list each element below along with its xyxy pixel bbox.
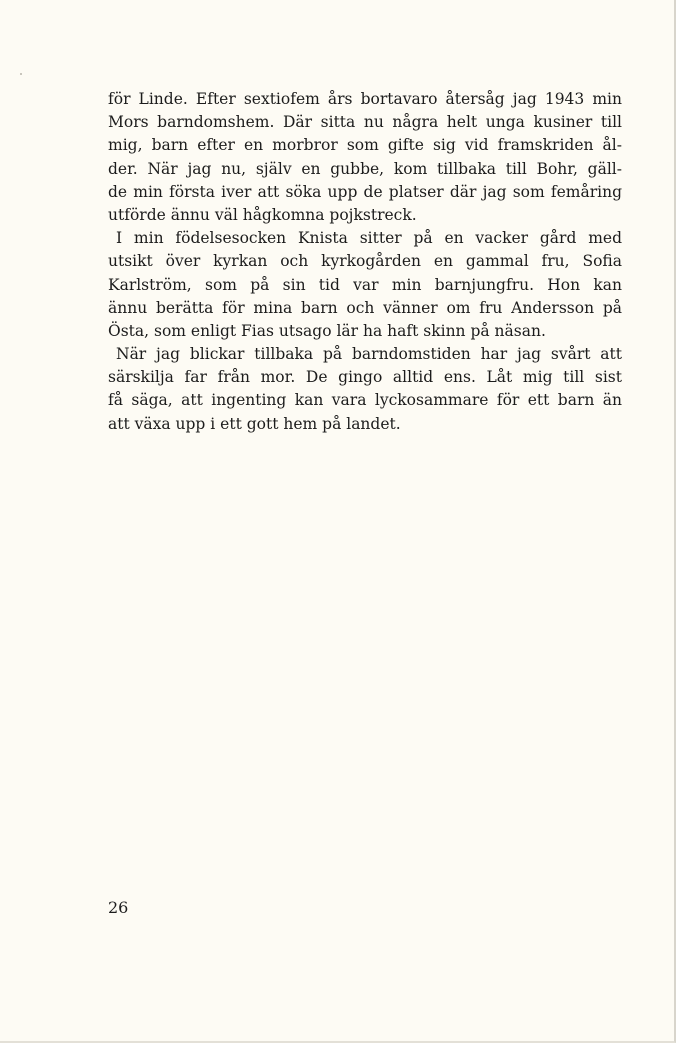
text-line: mig, barn efter en morbror som gifte sig vid framskriden ål-	[108, 136, 622, 155]
text-line: Karlström, som på sin tid var min barnjungfru. Hon kan	[108, 275, 622, 294]
text-line: få säga, att ingenting kan vara lyckosammare för ett barn än	[108, 391, 622, 410]
paper-speck	[20, 73, 22, 75]
text-line: Mors barndomshem. Där sitta nu några helt unga kusiner till	[108, 113, 622, 132]
text-line: När jag blickar tillbaka på barndomstiden har jag svårt att	[116, 345, 622, 364]
page-number: 26	[108, 898, 129, 917]
text-line: I min födelsesocken Knista sitter på en vacker gård med	[116, 229, 622, 248]
text-line: ännu berätta för mina barn och vänner om fru Andersson på	[108, 298, 622, 317]
text-line: särskilja far från mor. De gingo alltid ens. Låt mig till sist	[108, 368, 622, 387]
text-line: för Linde. Efter sextiofem års bortavaro återsåg jag 1943 min	[108, 90, 622, 108]
text-line: utsikt över kyrkan och kyrkogården en gammal fru, Sofia	[108, 252, 622, 271]
body-text	[108, 88, 622, 436]
text-line: de min första iver att söka upp de platser där jag som femåring	[108, 182, 622, 201]
text-line: Östa, som enligt Fias utsago lär ha haft skinn på näsan.	[108, 321, 546, 340]
text-line: att växa upp i ett gott hem på landet.	[108, 414, 401, 433]
text-line: utförde ännu väl hågkomna pojkstreck.	[108, 205, 417, 224]
text-line: der. När jag nu, själv en gubbe, kom tillbaka till Bohr, gäll-	[108, 159, 622, 178]
